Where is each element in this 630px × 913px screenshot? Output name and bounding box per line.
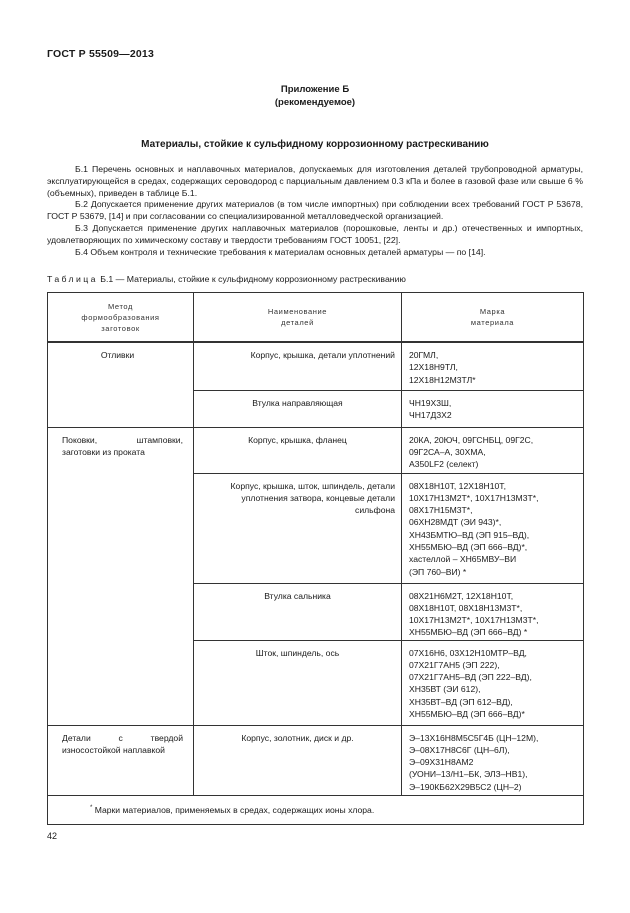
material-cell: 08Х18Н10Т, 12Х18Н10Т, 10Х17Н13М2Т*, 10Х17Н13М3Т*, 08Х17Н15М3Т*, 06ХН28МДТ (ЭИ 943)*, ХН43БМТЮ–ВД (ЭП 915–ВД), ХН55МБЮ–ВД (ЭП 666–ВД)*, хастеллой – ХН65МВУ–ВИ (ЭП 760–ВИ) * xyxy=(402,473,584,583)
body-text xyxy=(47,164,583,258)
paragraph-b2: Б.2 Допускается применение других материалов (в том числе импортных) при соблюдении всех требований ГОСТ Р 53678, ГОСТ Р 53679, [14] и при согласовании со специализированной металловедческой организацией. xyxy=(47,199,583,222)
material-cell: 08Х21Н6М2Т, 12Х18Н10Т, 08Х18Н10Т, 08Х18Н13М3Т*, 10Х17Н13М2Т*, 10Х17Н13М3Т*, ХН55МБЮ–ВД (ЭП 666–ВД) * xyxy=(402,583,584,640)
table-caption xyxy=(47,274,406,284)
table-footnote xyxy=(48,795,584,824)
material-cell: 20ГМЛ, 12Х18Н9ТЛ, 12Х18Н12М3ТЛ* xyxy=(402,342,584,390)
paragraph-b4: Б.4 Объем контроля и технические требования к материалам основных деталей арматуры — по [14]. xyxy=(75,246,486,257)
method-cell: Детали с твердой износостойкой наплавкой xyxy=(48,725,194,795)
document-header: ГОСТ Р 55509—2013 xyxy=(47,48,155,60)
page-number: 42 xyxy=(47,831,58,841)
header-material: Марка материала xyxy=(402,293,584,343)
material-cell: 07Х16Н6, 03Х12Н10МТР–ВД, 07Х21Г7АН5 (ЭП 222), 07Х21Г7АН5–ВД (ЭП 222–ВД), ХН35ВТ (ЭИ 612), ХН35ВТ–ВД (ЭП 612–ВД), ХН55МБЮ–ВД (ЭП 666–ВД)* xyxy=(402,640,584,725)
material-cell: ЧН19Х3Ш, ЧН17Д3Х2 xyxy=(402,390,584,427)
table-row xyxy=(48,725,584,795)
material-cell: Э–13Х16Н8М5С5Г4Б (ЦН–12М), Э–08Х17Н8С6Г (ЦН–6Л), Э–09Х31Н8АМ2 (УОНИ–13/Н1–БК, ЭЛЗ–НВ1), Э–190КБ62Х29В5С2 (ЦН–2) xyxy=(402,725,584,795)
header-part: Наименование деталей xyxy=(194,293,402,343)
section-title: Материалы, стойкие к сульфидному коррозионному растрескиванию xyxy=(141,139,489,150)
paragraph-b1: Б.1 Перечень основных и наплавочных материалов, допускаемых для изготовления деталей трубопроводной арматуры, эксплуатирующейся в средах, содержащих сероводород с парциальным давлением 0.3 кПа и более в газовой фазе или свыше 6 % (объемных), приведен в таблице Б.1. xyxy=(47,164,583,198)
table-caption-text: Б.1 — Материалы, стойкие к сульфидному коррозионному растрескиванию xyxy=(97,274,406,284)
material-cell: 20КА, 20ЮЧ, 09ГСНБЦ, 09Г2С, 09Г2СА–А, 30ХМА, A350LF2 (селект) xyxy=(402,427,584,473)
part-cell: Корпус, крышка, фланец xyxy=(194,427,402,473)
method-cell: Отливки xyxy=(48,342,194,427)
part-cell: Корпус, крышка, детали уплотнений xyxy=(194,342,402,390)
table-footnote-row xyxy=(48,795,584,824)
materials-table xyxy=(47,292,584,825)
part-cell: Втулка направляющая xyxy=(194,390,402,427)
footnote-mark: * xyxy=(90,804,93,811)
table-row xyxy=(48,427,584,473)
part-cell: Шток, шпиндель, ось xyxy=(194,640,402,725)
table-caption-prefix: Таблица xyxy=(47,274,98,284)
table-row xyxy=(48,342,584,390)
paragraph-b3: Б.3 Допускается применение других наплавочных материалов (порошковые, ленты и др.) отечественных и импортных, удовлетворяющих по химическому составу и твердости требованиям ГОСТ 10051, [22]. xyxy=(47,222,583,245)
part-cell: Втулка сальника xyxy=(194,583,402,640)
table-header-row xyxy=(48,293,584,343)
footnote-text: Марки материалов, применяемых в средах, содержащих ионы хлора. xyxy=(92,804,375,815)
appendix-title: Приложение Б xyxy=(280,84,350,95)
part-cell: Корпус, крышка, шток, шпиндель, детали уплотнения затвора, концевые детали сильфона xyxy=(194,473,402,583)
appendix-subtitle: (рекомендуемое) xyxy=(274,97,356,108)
method-cell: Поковки, штамповки, заготовки из проката xyxy=(48,427,194,725)
header-method: Метод формообразования заготовок xyxy=(48,293,194,343)
part-cell: Корпус, золотник, диск и др. xyxy=(194,725,402,795)
